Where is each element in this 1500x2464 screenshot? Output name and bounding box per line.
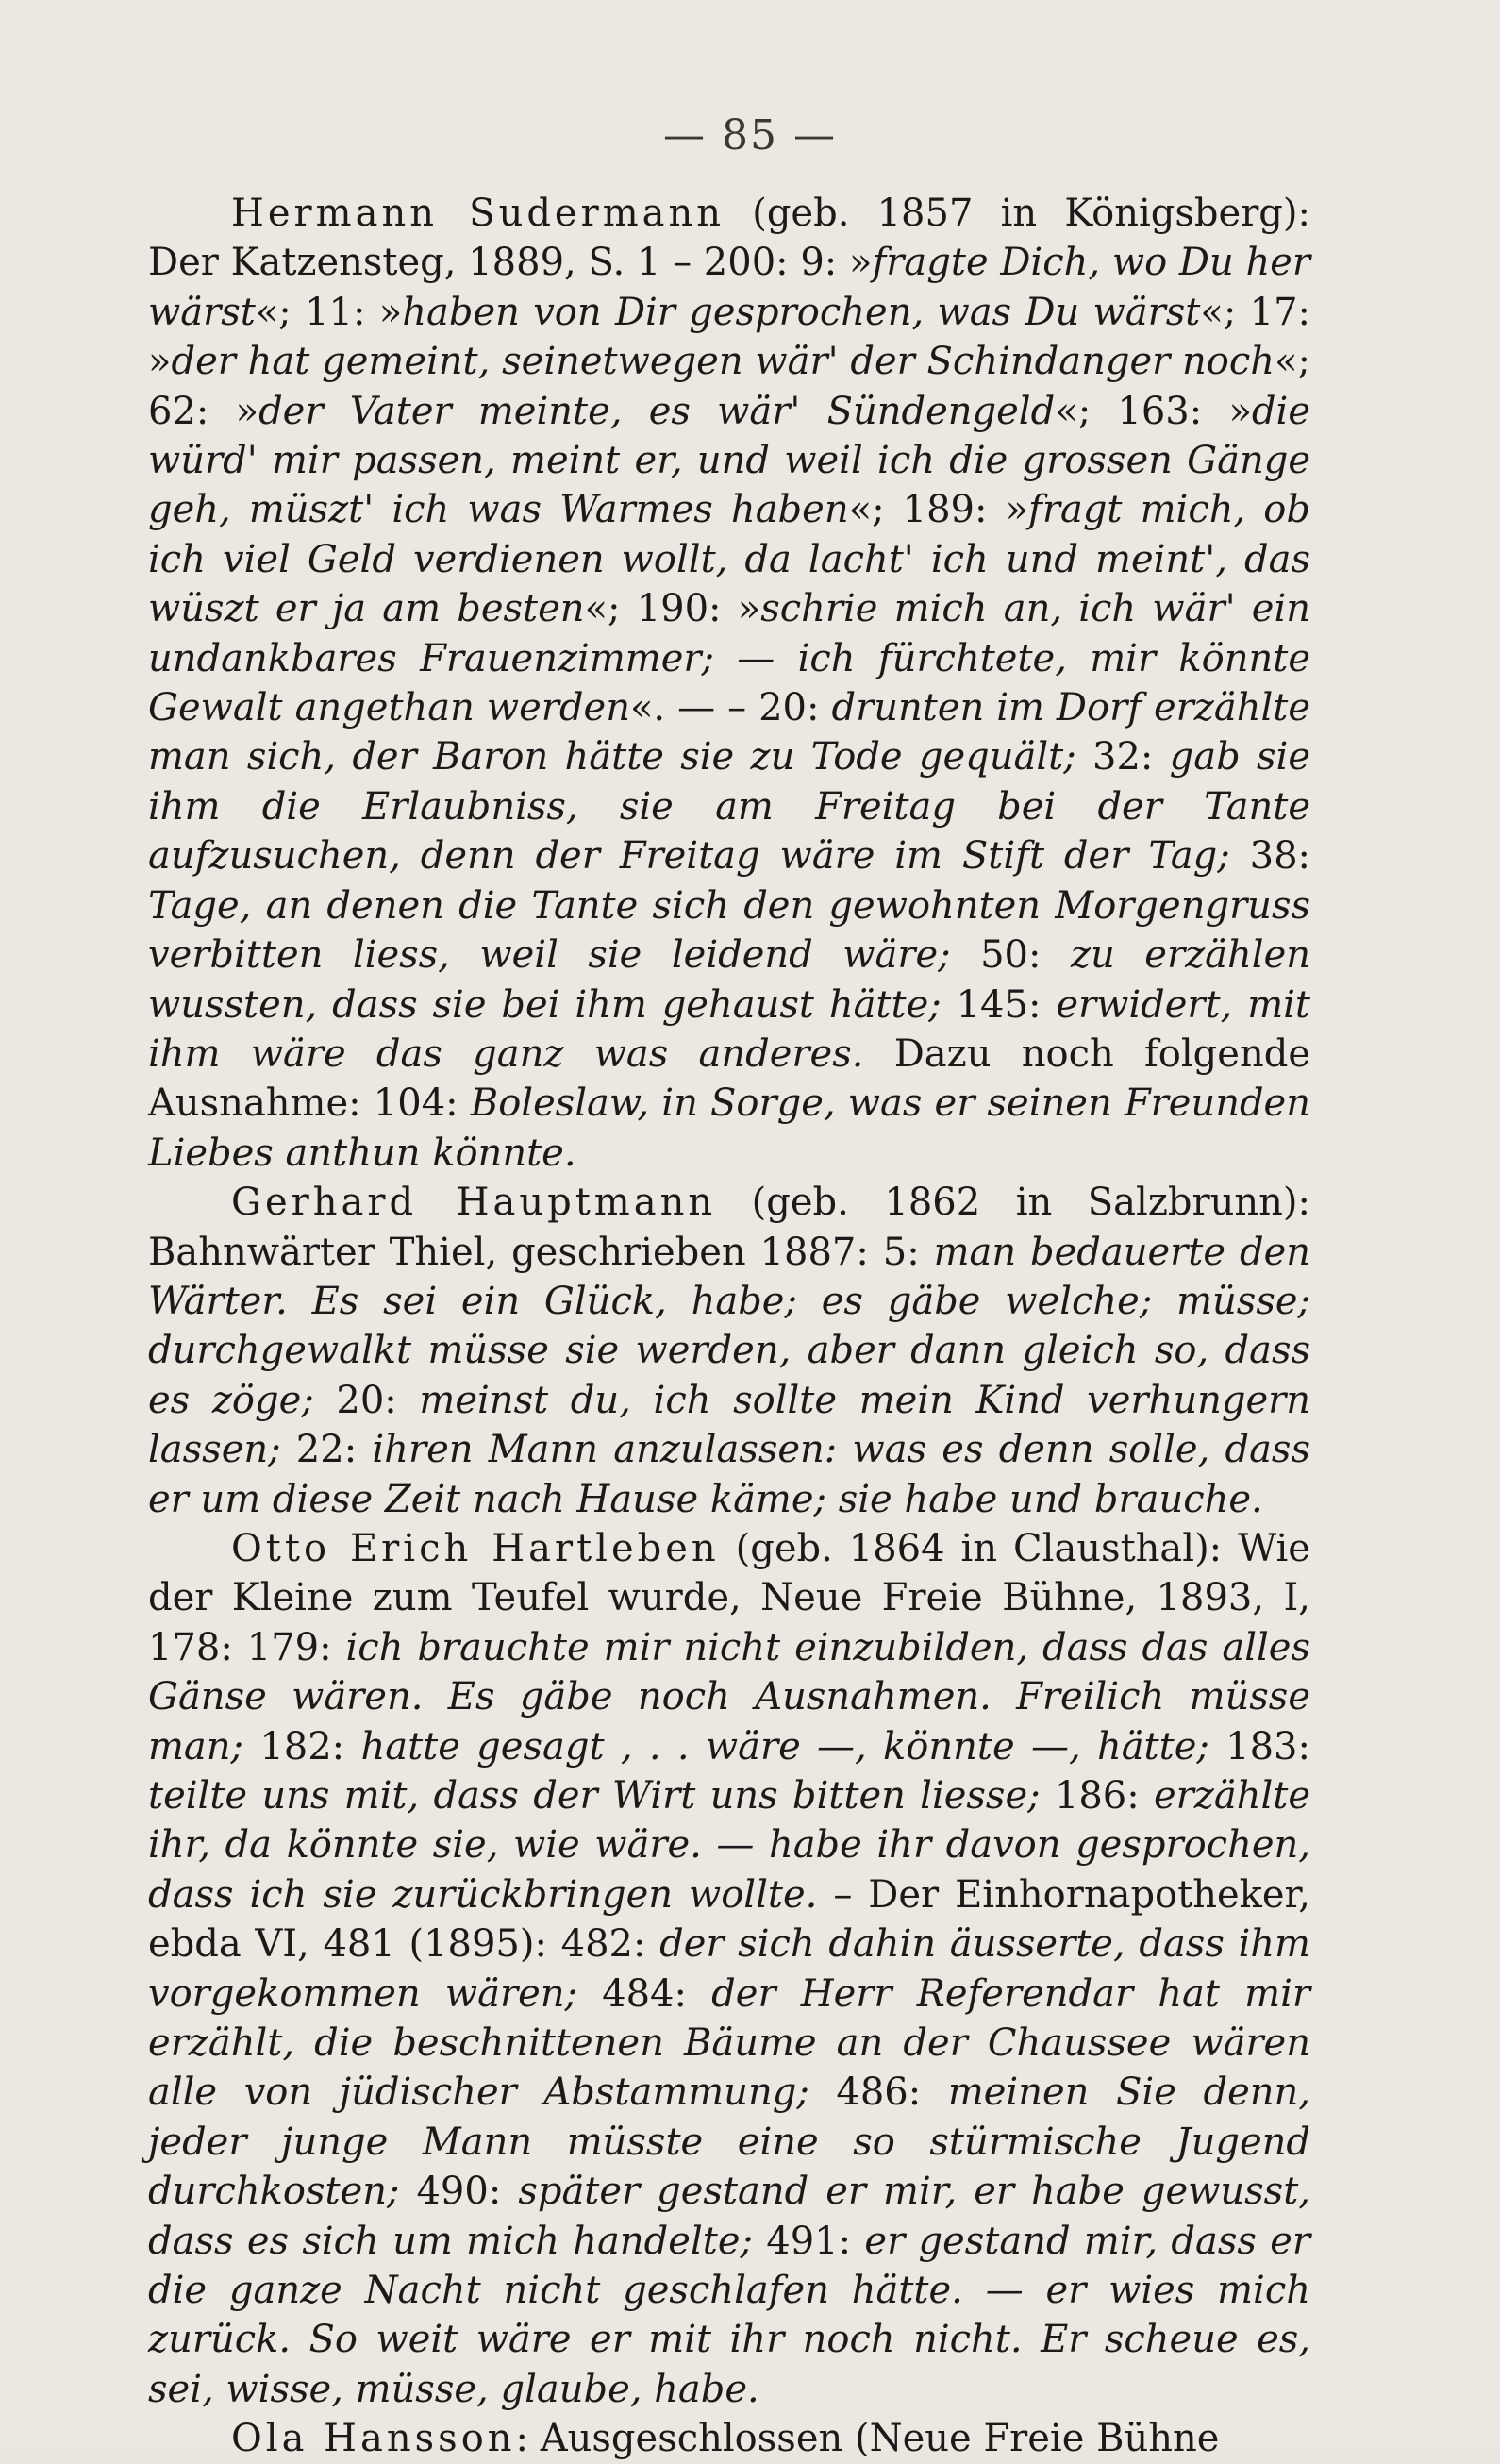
paragraph-hauptmann	[148, 1178, 1310, 1524]
italic-quote: Boleslaw, in Sorge, was er seinen Freunden Liebes anthun könnte.	[148, 1081, 1310, 1175]
italic-quote: zu erzählen wussten, dass sie bei ihm gehaust hätte;	[148, 933, 1310, 1027]
text-segment: 145:	[941, 982, 1057, 1027]
text-segment: 20:	[313, 1378, 420, 1422]
italic-quote: teilte uns mit, dass der Wirt uns bitten liesse;	[148, 1774, 1041, 1818]
text-segment: 484:	[576, 1971, 712, 2016]
author-name: Gerhard Hauptmann	[231, 1181, 717, 1225]
text-segment: 491:	[752, 2219, 865, 2263]
text-segment: 50:	[950, 933, 1071, 978]
text-segment: «; 17: »	[148, 290, 1310, 384]
paragraph-hansson	[148, 2414, 1310, 2463]
text-segment: «. — – 20:	[629, 686, 832, 730]
author-name: Hermann Sudermann	[231, 192, 725, 235]
italic-quote: fragte Dich, wo Du her wärst	[148, 241, 1310, 334]
text-segment: 490:	[399, 2170, 519, 2214]
author-name: Otto Erich Hartleben	[231, 1526, 720, 1570]
text-segment: 32:	[1075, 735, 1170, 779]
text-segment: 486:	[808, 2070, 948, 2115]
text-segment: «; 163: »	[1055, 389, 1252, 433]
italic-quote: der Herr Referendar hat mir erzählt, die beschnittenen Bäume an der Chaussee wären alle von jüdischer Abstammung;	[148, 1971, 1310, 2115]
italic-quote: Tage, an denen die Tante sich den gewohnten Morgengruss verbitten liess, weil sie leidend wäre;	[148, 883, 1310, 978]
italic-quote: ich brauchte mir nicht einzubilden, dass das alles Gänse wären. Es gäbe noch Ausnahmen. Freilich müsse man;	[148, 1625, 1310, 1768]
page-number: — 85 —	[663, 111, 837, 159]
text-segment: 22:	[280, 1428, 373, 1472]
text-segment: – Der Einhornapotheker, ebda VI, 481 (1895): 482:	[148, 1872, 1310, 1967]
italic-quote: erwidert, mit ihm wäre das ganz was anderes.	[148, 982, 1310, 1076]
italic-quote: meinst du, ich sollte mein Kind verhungern lassen;	[148, 1378, 1310, 1472]
text-segment: «; 190: »	[584, 587, 761, 631]
text-segment: 183:	[1208, 1724, 1310, 1768]
text-segment: «; 11: »	[255, 290, 403, 334]
text-segment: 186:	[1040, 1774, 1154, 1818]
italic-quote: drunten im Dorf erzählte man sich, der Baron hätte sie zu Tode gequält;	[148, 686, 1311, 779]
text-body	[148, 189, 1310, 2464]
text-segment: : Ausgeschlossen (Neue Freie Bühne	[515, 2417, 1220, 2461]
text-segment: «; 62: »	[148, 340, 1310, 433]
italic-quote: haben von Dir gesprochen, was Du wärst	[402, 290, 1201, 334]
italic-quote: man bedauerte den Wärter. Es sei ein Glück, habe; es gäbe welche; müsse; durchgewalkt müsse sie werden, aber dann gleich so, dass es zöge;	[148, 1230, 1310, 1422]
text-segment: 38:	[1229, 834, 1311, 879]
italic-quote: er gestand mir, dass er die ganze Nacht nicht geschlafen hätte. — er wies mich zurück. So weit wäre er mit ihr noch nicht. Er scheue es, sei, wisse, müsse, glaube, habe.	[148, 2219, 1310, 2411]
italic-quote: später gestand er mir, er habe gewusst, dass es sich um mich handelte;	[148, 2170, 1310, 2263]
italic-quote: ihren Mann anzulassen: was es denn solle, dass er um diese Zeit nach Hause käme; sie habe und brauche.	[148, 1428, 1310, 1521]
text-segment: (geb. 1864 in Clausthal): Wie der Kleine zum Teufel wurde, Neue Freie Bühne, 1893, I, 178: 179:	[148, 1526, 1310, 1669]
text-segment: (geb. 1862 in Salzbrunn): Bahnwärter Thiel, geschrieben 1887: 5:	[148, 1181, 1310, 1274]
italic-quote: der Vater meinte, es wär' Sündengeld	[258, 389, 1056, 433]
italic-quote: fragt mich, ob ich viel Geld verdienen wollt, da lacht' ich und meint', das wüszt er ja am besten	[148, 488, 1310, 631]
text-segment: Dazu noch folgende Ausnahme: 104:	[148, 1031, 1310, 1126]
text-segment: 182:	[243, 1724, 361, 1768]
italic-quote: hatte gesagt , . . wäre —, könnte —, hätte;	[360, 1724, 1209, 1768]
paragraph-sudermann	[148, 189, 1310, 1178]
text-segment: (geb. 1857 in Königsberg): Der Katzensteg, 1889, S. 1 – 200: 9: »	[148, 192, 1310, 285]
paragraph-hartleben	[148, 1524, 1310, 2414]
italic-quote: schrie mich an, ich wär' ein undankbares Frauenzimmer; — ich fürchtete, mir könnte Gewalt angethan werden	[148, 587, 1310, 730]
italic-quote: erzählte ihr, da könnte sie, wie wäre. — habe ihr davon gesprochen, dass ich sie zurückbringen wollte.	[148, 1774, 1310, 1917]
italic-quote: der hat gemeint, seinetwegen wär' der Schindanger noch	[171, 340, 1275, 384]
italic-quote: die würd' mir passen, meint er, und weil ich die grossen Gänge geh, müszt' ich was Warmes haben	[148, 389, 1310, 532]
text-segment: «; 189: »	[848, 488, 1029, 532]
author-name: Ola Hansson	[231, 2417, 516, 2461]
italic-quote: meinen Sie denn, jeder junge Mann müsste eine so stürmische Jugend durchkosten;	[148, 2070, 1310, 2214]
italic-quote: gab sie ihm die Erlaubniss, sie am Freitag bei der Tante aufzusuchen, denn der Freitag wäre im Stift der Tag;	[148, 735, 1311, 879]
italic-quote: der sich dahin äusserte, dass ihm vorgekommen wären;	[148, 1922, 1310, 2016]
